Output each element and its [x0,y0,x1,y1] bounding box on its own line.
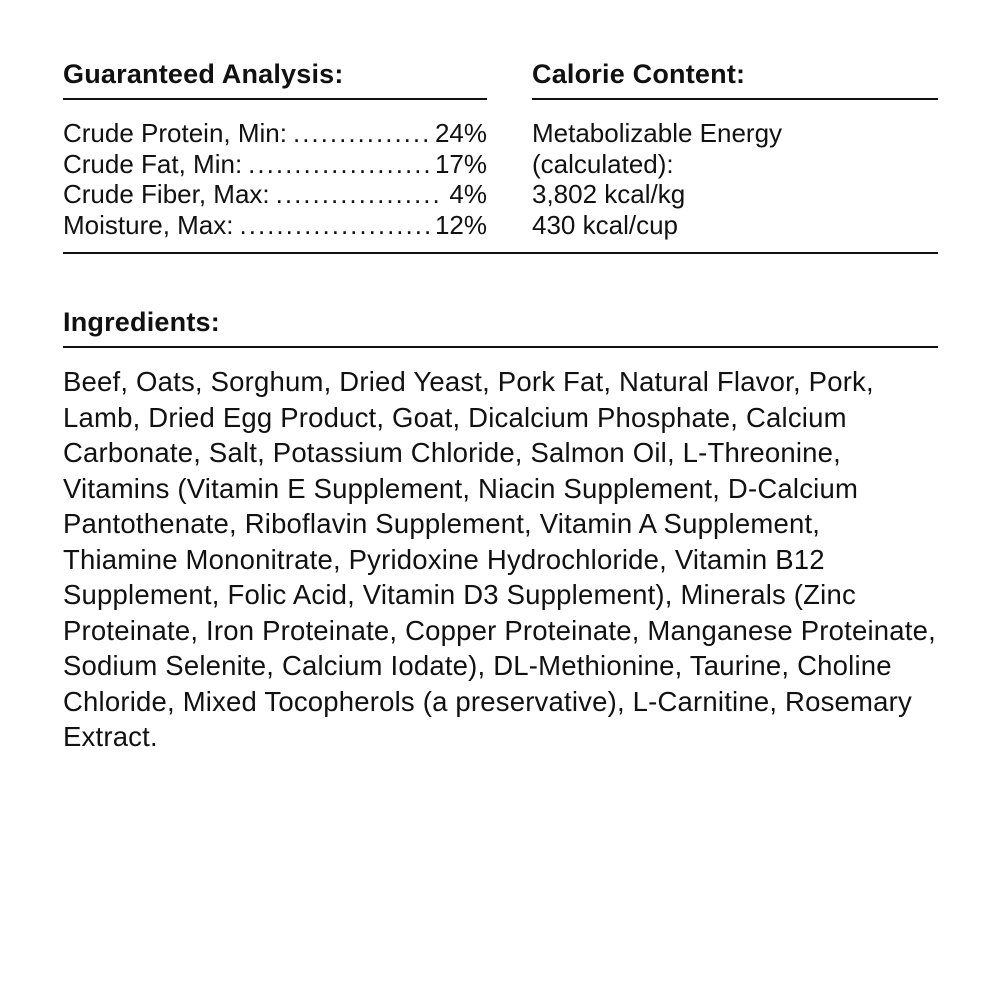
analysis-label: Crude Protein, Min: [63,118,287,148]
dot-leader [276,179,444,210]
calorie-content-title: Calorie Content: [532,59,746,89]
calorie-content-divider [532,98,938,100]
calorie-content-list [532,118,938,240]
guaranteed-analysis-list [63,118,487,240]
analysis-value: 4% [449,179,487,209]
guaranteed-analysis-title: Guaranteed Analysis: [63,59,344,89]
calorie-line: 430 kcal/cup [532,209,678,240]
ingredients-divider [63,346,938,348]
calorie-line: 3,802 kcal/kg [532,179,686,209]
analysis-row-crude-fat [63,149,487,180]
dot-leader [240,210,429,241]
analysis-value: 24% [434,118,487,148]
analysis-row-moisture [63,210,487,241]
dot-leader [248,149,429,180]
dot-leader [293,118,429,149]
analysis-value: 17% [434,148,487,179]
section-divider [63,252,938,254]
ingredients-title: Ingredients: [63,307,220,337]
analysis-row-crude-fiber [63,179,487,210]
analysis-label: Moisture, Max: [63,209,234,240]
ingredients-text: Beef, Oats, Sorghum, Dried Yeast, Pork Fat, Natural Flavor, Pork, Lamb, Dried Egg Product, Goat, Dicalcium Phosphate, Calcium Carbonate, Salt, Potassium Chloride, Salmon Oil, L-Threonine, Vitamins (Vitamin E Supplement, Niacin Supplement, D-Calcium Pantothenate, Riboflavin Supplement, Vitamin A Supplement, Thiamine Mononitrate, Pyridoxine Hydrochloride, Vitamin B12 Supplement, Folic Acid, Vitamin D3 Supplement), Minerals (Zinc Proteinate, Iron Proteinate, Copper Proteinate, Manganese Proteinate, Sodium Selenite, Calcium Iodate), DL-Methionine, Taurine, Choline Chloride, Mixed Tocopherols (a preservative), L-Carnitine, Rosemary Extract. [63,366,936,752]
calorie-content-section [532,58,938,240]
calorie-line: Metabolizable Energy [532,118,783,148]
analysis-value: 12% [434,209,487,240]
guaranteed-analysis-divider [63,98,487,100]
analysis-label: Crude Fiber, Max: [63,179,270,209]
analysis-row-crude-protein [63,118,487,149]
analysis-label: Crude Fat, Min: [63,148,243,179]
ingredients-section [63,306,938,755]
guaranteed-analysis-section [63,58,487,240]
calorie-line: (calculated): [532,148,674,179]
